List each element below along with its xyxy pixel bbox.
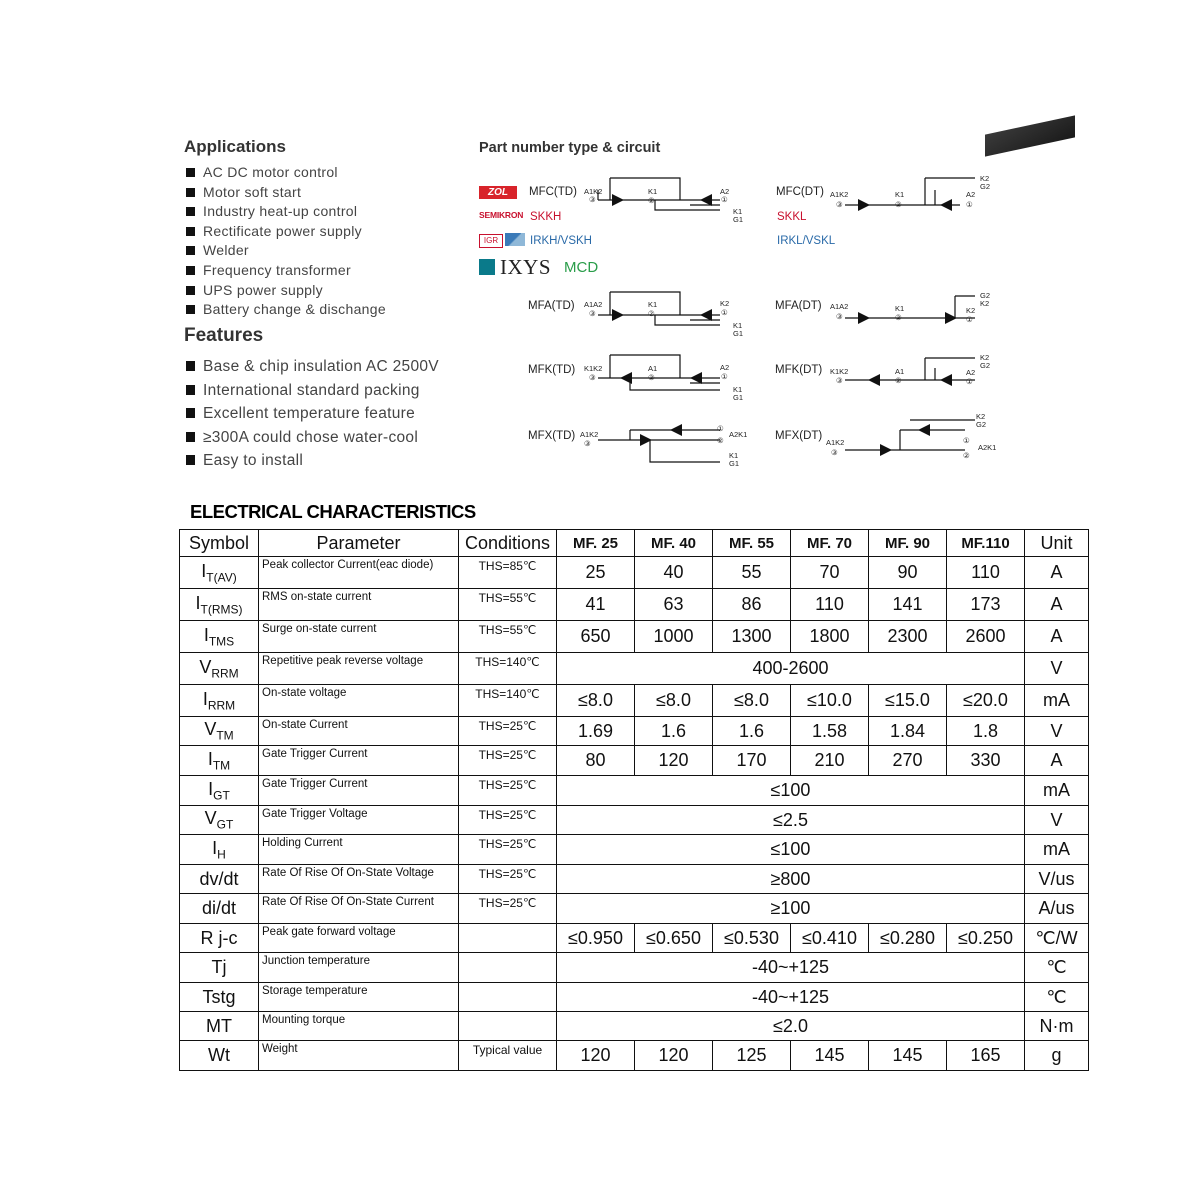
header-unit: Unit bbox=[1025, 530, 1089, 557]
pin-a2k1: A2K1 bbox=[978, 443, 997, 452]
unit-cell: A bbox=[1025, 589, 1089, 621]
conditions-cell: THS=25℃ bbox=[459, 806, 557, 835]
pin-2: ② bbox=[895, 200, 902, 209]
circuit-irkh: IRKH/VSKH bbox=[530, 235, 592, 247]
value-cell: ≤0.650 bbox=[635, 924, 713, 953]
circuit-mfk-dt: MFK(DT) bbox=[775, 364, 823, 376]
value-cell: 210 bbox=[791, 746, 869, 776]
conditions-cell: THS=140℃ bbox=[459, 653, 557, 685]
symbol-cell bbox=[180, 776, 259, 806]
value-span-cell: ≤100 bbox=[557, 835, 1025, 865]
pin-k1: K1 bbox=[733, 321, 743, 330]
pin-k1: K1 bbox=[648, 300, 658, 309]
header-mf70: MF. 70 bbox=[791, 530, 869, 557]
table-row bbox=[180, 653, 1089, 685]
symbol-text: I bbox=[195, 592, 201, 613]
circuit-mfk-td: MFK(TD) bbox=[528, 364, 576, 376]
application-text: Rectificate power supply bbox=[203, 222, 362, 239]
unit-cell: ℃ bbox=[1025, 953, 1089, 983]
pin-3: ③ bbox=[836, 200, 843, 209]
parameter-cell: On-state Current bbox=[259, 717, 459, 746]
symbol-cell bbox=[180, 557, 259, 589]
symbol-text: I bbox=[202, 688, 208, 709]
pin-k2: K2 bbox=[966, 306, 976, 315]
value-cell: 2300 bbox=[869, 621, 947, 653]
symbol-text: MT bbox=[206, 1015, 232, 1036]
pin-g1: G1 bbox=[729, 459, 740, 468]
pin-k2: K2 bbox=[976, 412, 986, 421]
header-mf110: MF.110 bbox=[947, 530, 1025, 557]
value-cell: 80 bbox=[557, 746, 635, 776]
symbol-cell bbox=[180, 835, 259, 865]
symbol-cell bbox=[180, 685, 259, 717]
circuit-mfa-dt: MFA(DT) bbox=[775, 300, 822, 312]
pin-k1: K1 bbox=[895, 304, 905, 313]
circuit-irkl: IRKL/VSKL bbox=[777, 235, 836, 247]
circuit-skkl: SKKL bbox=[777, 211, 807, 223]
pin-a1: A1 bbox=[895, 367, 905, 376]
value-cell: 141 bbox=[869, 589, 947, 621]
conditions-cell bbox=[459, 1012, 557, 1041]
application-text: UPS power supply bbox=[203, 281, 323, 298]
pin-2: ② bbox=[963, 451, 970, 460]
parameter-cell: Surge on-state current bbox=[259, 621, 459, 653]
value-cell: 1.58 bbox=[791, 717, 869, 746]
pin-1: ① bbox=[721, 195, 728, 204]
table-row bbox=[180, 589, 1089, 621]
table-row bbox=[180, 685, 1089, 717]
pin-k1: K1 bbox=[729, 451, 739, 460]
feature-text: Excellent temperature feature bbox=[203, 405, 416, 422]
circuit-skkh: SKKH bbox=[530, 211, 562, 223]
value-cell: ≤20.0 bbox=[947, 685, 1025, 717]
symbol-cell bbox=[180, 865, 259, 894]
symbol-cell bbox=[180, 953, 259, 983]
value-span-cell: ≥800 bbox=[557, 865, 1025, 894]
feature-text: Easy to install bbox=[203, 452, 304, 469]
symbol-cell bbox=[180, 653, 259, 685]
circuit-schematics bbox=[0, 0, 1200, 480]
value-span-cell: 400-2600 bbox=[557, 653, 1025, 685]
pin-3: ③ bbox=[589, 309, 596, 318]
pin-a1k2: A1K2 bbox=[830, 190, 849, 199]
value-cell: 270 bbox=[869, 746, 947, 776]
unit-cell: V bbox=[1025, 653, 1089, 685]
value-cell: 90 bbox=[869, 557, 947, 589]
table-row bbox=[180, 1012, 1089, 1041]
pin-k2: K2 bbox=[980, 174, 990, 183]
conditions-cell: THS=25℃ bbox=[459, 776, 557, 806]
value-span-cell: ≤2.0 bbox=[557, 1012, 1025, 1041]
value-cell: 110 bbox=[791, 589, 869, 621]
value-cell: 1000 bbox=[635, 621, 713, 653]
symbol-cell bbox=[180, 1041, 259, 1071]
parameter-cell: Repetitive peak reverse voltage bbox=[259, 653, 459, 685]
pin-1: ① bbox=[966, 200, 973, 209]
pin-k1: K1 bbox=[648, 187, 658, 196]
conditions-cell: THS=25℃ bbox=[459, 865, 557, 894]
pin-2: ② bbox=[717, 436, 724, 445]
symbol-text: V bbox=[204, 719, 217, 740]
unit-cell: ℃/W bbox=[1025, 924, 1089, 953]
header-mf25: MF. 25 bbox=[557, 530, 635, 557]
symbol-text: Tj bbox=[211, 957, 227, 977]
value-cell: 110 bbox=[947, 557, 1025, 589]
value-cell: ≤0.250 bbox=[947, 924, 1025, 953]
value-cell: 1.69 bbox=[557, 717, 635, 746]
value-cell: 1800 bbox=[791, 621, 869, 653]
unit-cell: V/us bbox=[1025, 865, 1089, 894]
value-cell: 1.84 bbox=[869, 717, 947, 746]
conditions-cell: THS=55℃ bbox=[459, 621, 557, 653]
value-span-cell: ≤100 bbox=[557, 776, 1025, 806]
table-row bbox=[180, 924, 1089, 953]
value-cell: 63 bbox=[635, 589, 713, 621]
pin-g1: G1 bbox=[733, 393, 744, 402]
conditions-cell bbox=[459, 953, 557, 983]
header-conditions: Conditions bbox=[459, 530, 557, 557]
pin-k1: K1 bbox=[895, 190, 905, 199]
value-cell: 120 bbox=[635, 1041, 713, 1071]
unit-cell: A bbox=[1025, 746, 1089, 776]
header-symbol: Symbol bbox=[180, 530, 259, 557]
value-cell: 55 bbox=[713, 557, 791, 589]
parameter-cell: On-state voltage bbox=[259, 685, 459, 717]
pin-g2: G2 bbox=[976, 420, 987, 429]
parameter-cell: Weight bbox=[259, 1041, 459, 1071]
pin-1: ① bbox=[963, 436, 970, 445]
pin-k1k2: K1K2 bbox=[830, 367, 849, 376]
pin-k2: K2 bbox=[980, 299, 990, 308]
electrical-characteristics-title: ELECTRICAL CHARACTERISTICS bbox=[190, 501, 476, 522]
pin-g1: G1 bbox=[733, 329, 744, 338]
pin-a2: A2 bbox=[966, 190, 976, 199]
symbol-text: I bbox=[203, 624, 209, 645]
symbol-subscript: GT bbox=[216, 817, 234, 832]
parameter-cell: Rate Of Rise Of On-State Voltage bbox=[259, 865, 459, 894]
zol-logo: ZOL bbox=[479, 186, 517, 199]
circuit-mfa-td: MFA(TD) bbox=[528, 300, 575, 312]
parameter-cell: Mounting torque bbox=[259, 1012, 459, 1041]
pin-2: ② bbox=[648, 373, 655, 382]
header-mf55: MF. 55 bbox=[713, 530, 791, 557]
value-cell: ≤0.530 bbox=[713, 924, 791, 953]
pin-2: ② bbox=[895, 313, 902, 322]
application-text: Frequency transformer bbox=[203, 261, 351, 278]
pin-a2: A2 bbox=[720, 363, 730, 372]
parameter-cell: Peak gate forward voltage bbox=[259, 924, 459, 953]
circuit-mfc-dt: MFC(DT) bbox=[776, 186, 824, 198]
conditions-cell: THS=25℃ bbox=[459, 717, 557, 746]
header-mf90: MF. 90 bbox=[869, 530, 947, 557]
pin-k1: K1 bbox=[733, 207, 743, 216]
symbol-text: dv/dt bbox=[199, 868, 239, 889]
unit-cell: g bbox=[1025, 1041, 1089, 1071]
unit-cell: ℃ bbox=[1025, 983, 1089, 1012]
parameter-cell: Junction temperature bbox=[259, 953, 459, 983]
symbol-text: I bbox=[208, 778, 214, 799]
igr-logo: IGR bbox=[479, 234, 503, 248]
value-cell: 145 bbox=[869, 1041, 947, 1071]
pin-a2: A2 bbox=[720, 187, 730, 196]
table-row bbox=[180, 983, 1089, 1012]
symbol-text: I bbox=[207, 748, 213, 769]
value-cell: 40 bbox=[635, 557, 713, 589]
application-text: Battery change & dischange bbox=[203, 301, 386, 318]
parameter-cell: Gate Trigger Current bbox=[259, 746, 459, 776]
symbol-subscript: GT bbox=[213, 788, 230, 803]
pin-k1k2: K1K2 bbox=[584, 364, 603, 373]
unit-cell: V bbox=[1025, 717, 1089, 746]
mcd-logo: MCD bbox=[564, 259, 599, 276]
header-parameter: Parameter bbox=[259, 530, 459, 557]
symbol-subscript: H bbox=[217, 847, 226, 862]
pin-3: ③ bbox=[589, 373, 596, 382]
pin-a1k2: A1K2 bbox=[580, 430, 599, 439]
symbol-cell bbox=[180, 894, 259, 924]
unit-cell: A bbox=[1025, 621, 1089, 653]
conditions-cell: THS=55℃ bbox=[459, 589, 557, 621]
symbol-subscript: RRM bbox=[211, 666, 239, 681]
pin-a2k1: A2K1 bbox=[729, 430, 748, 439]
symbol-text: Wt bbox=[208, 1045, 230, 1065]
table-row bbox=[180, 835, 1089, 865]
value-span-cell: -40~+125 bbox=[557, 953, 1025, 983]
unit-cell: mA bbox=[1025, 835, 1089, 865]
symbol-cell bbox=[180, 924, 259, 953]
table-row bbox=[180, 621, 1089, 653]
pin-a1a2: A1A2 bbox=[830, 302, 849, 311]
value-cell: 41 bbox=[557, 589, 635, 621]
pin-2: ② bbox=[648, 196, 655, 205]
conditions-cell: THS=25℃ bbox=[459, 746, 557, 776]
symbol-text: Tstg bbox=[202, 986, 236, 1007]
value-cell: 330 bbox=[947, 746, 1025, 776]
value-span-cell: ≥100 bbox=[557, 894, 1025, 924]
application-text: Welder bbox=[203, 242, 249, 259]
unit-cell: A/us bbox=[1025, 894, 1089, 924]
features-title: Features bbox=[184, 325, 264, 346]
application-text: AC DC motor control bbox=[203, 164, 338, 180]
pin-g2: G2 bbox=[980, 291, 991, 300]
electrical-characteristics-table bbox=[179, 529, 1089, 1071]
table-row bbox=[180, 806, 1089, 835]
table-row bbox=[180, 1041, 1089, 1071]
pin-1: ① bbox=[966, 315, 973, 324]
feature-text: International standard packing bbox=[203, 381, 420, 399]
table-row bbox=[180, 776, 1089, 806]
value-cell: ≤15.0 bbox=[869, 685, 947, 717]
pin-k1: K1 bbox=[733, 385, 743, 394]
value-cell: 1.6 bbox=[635, 717, 713, 746]
pin-g2: G2 bbox=[980, 361, 991, 370]
symbol-text: R j-c bbox=[200, 927, 238, 948]
parameter-cell: Gate Trigger Voltage bbox=[259, 806, 459, 835]
header-mf40: MF. 40 bbox=[635, 530, 713, 557]
conditions-cell: THS=140℃ bbox=[459, 685, 557, 717]
value-cell: 650 bbox=[557, 621, 635, 653]
value-cell: 1.8 bbox=[947, 717, 1025, 746]
symbol-cell bbox=[180, 983, 259, 1012]
pin-3: ③ bbox=[836, 312, 843, 321]
semikron-logo: SEMIKRON bbox=[479, 210, 524, 220]
symbol-cell bbox=[180, 589, 259, 621]
conditions-cell: THS=85℃ bbox=[459, 557, 557, 589]
symbol-subscript: RRM bbox=[207, 698, 236, 713]
conditions-cell: Typical value bbox=[459, 1041, 557, 1071]
value-cell: 173 bbox=[947, 589, 1025, 621]
value-cell: 86 bbox=[713, 589, 791, 621]
pin-1: ① bbox=[717, 424, 724, 433]
parameter-cell: Rate Of Rise Of On-State Current bbox=[259, 894, 459, 924]
unit-cell: mA bbox=[1025, 685, 1089, 717]
value-cell: 2600 bbox=[947, 621, 1025, 653]
applications-title: Applications bbox=[184, 137, 287, 156]
symbol-subscript: TM bbox=[212, 758, 231, 773]
conditions-cell: THS=25℃ bbox=[459, 835, 557, 865]
parameter-cell: RMS on-state current bbox=[259, 589, 459, 621]
parameter-cell: Storage temperature bbox=[259, 983, 459, 1012]
value-cell: ≤8.0 bbox=[713, 685, 791, 717]
circuit-mfx-dt: MFX(DT) bbox=[775, 430, 823, 442]
table-row bbox=[180, 557, 1089, 589]
pin-a1k2: A1K2 bbox=[826, 438, 845, 447]
value-cell: 25 bbox=[557, 557, 635, 589]
symbol-cell bbox=[180, 806, 259, 835]
value-cell: 120 bbox=[635, 746, 713, 776]
pin-a1a2: A1A2 bbox=[584, 300, 603, 309]
value-cell: ≤0.410 bbox=[791, 924, 869, 953]
value-cell: 145 bbox=[791, 1041, 869, 1071]
unit-cell: N·m bbox=[1025, 1012, 1089, 1041]
symbol-text: I bbox=[201, 560, 207, 581]
part-number-title: Part number type & circuit bbox=[479, 140, 661, 156]
symbol-text: I bbox=[212, 837, 218, 858]
value-cell: ≤10.0 bbox=[791, 685, 869, 717]
pin-3: ③ bbox=[831, 448, 838, 457]
conditions-cell bbox=[459, 983, 557, 1012]
symbol-subscript: T(AV) bbox=[206, 570, 237, 585]
value-cell: ≤8.0 bbox=[557, 685, 635, 717]
table-row bbox=[180, 953, 1089, 983]
pin-3: ③ bbox=[589, 195, 596, 204]
pin-3: ③ bbox=[836, 376, 843, 385]
symbol-subscript: T(RMS) bbox=[200, 602, 243, 617]
parameter-cell: Holding Current bbox=[259, 835, 459, 865]
value-cell: 170 bbox=[713, 746, 791, 776]
parameter-cell: Peak collector Current(eac diode) bbox=[259, 557, 459, 589]
table-row bbox=[180, 746, 1089, 776]
pin-1: ① bbox=[966, 377, 973, 386]
value-cell: 1300 bbox=[713, 621, 791, 653]
symbol-subscript: TM bbox=[216, 728, 234, 743]
pin-a2: A2 bbox=[966, 368, 976, 377]
pin-1: ① bbox=[721, 308, 728, 317]
pin-2: ② bbox=[895, 376, 902, 385]
pin-k2: K2 bbox=[720, 299, 730, 308]
symbol-subscript: TMS bbox=[208, 634, 235, 649]
parameter-cell: Gate Trigger Current bbox=[259, 776, 459, 806]
value-cell: ≤0.280 bbox=[869, 924, 947, 953]
pin-1: ① bbox=[721, 372, 728, 381]
value-cell: 125 bbox=[713, 1041, 791, 1071]
unit-cell: V bbox=[1025, 806, 1089, 835]
conditions-cell: THS=25℃ bbox=[459, 894, 557, 924]
value-cell: 120 bbox=[557, 1041, 635, 1071]
pin-3: ③ bbox=[584, 439, 591, 448]
pin-a1: A1 bbox=[648, 364, 658, 373]
conditions-cell bbox=[459, 924, 557, 953]
symbol-text: V bbox=[199, 656, 212, 677]
unit-cell: A bbox=[1025, 557, 1089, 589]
table-row bbox=[180, 894, 1089, 924]
value-cell: ≤8.0 bbox=[635, 685, 713, 717]
unit-cell: mA bbox=[1025, 776, 1089, 806]
circuit-mfc-td: MFC(TD) bbox=[529, 186, 577, 198]
application-text: Industry heat-up control bbox=[203, 203, 358, 220]
symbol-text: V bbox=[204, 808, 217, 829]
circuit-mfx-td: MFX(TD) bbox=[528, 430, 576, 442]
pin-g2: G2 bbox=[980, 182, 991, 191]
value-cell: 165 bbox=[947, 1041, 1025, 1071]
value-cell: 1.6 bbox=[713, 717, 791, 746]
table-row bbox=[180, 865, 1089, 894]
application-text: Motor soft start bbox=[203, 183, 302, 200]
pin-k2: K2 bbox=[980, 353, 990, 362]
value-cell: ≤0.950 bbox=[557, 924, 635, 953]
symbol-cell bbox=[180, 621, 259, 653]
table-header-row bbox=[180, 530, 1089, 557]
symbol-cell bbox=[180, 717, 259, 746]
symbol-cell bbox=[180, 1012, 259, 1041]
ixys-logo: IXYS bbox=[500, 255, 552, 279]
feature-text: ≥300A could chose water-cool bbox=[203, 428, 419, 446]
symbol-cell bbox=[180, 746, 259, 776]
value-span-cell: ≤2.5 bbox=[557, 806, 1025, 835]
feature-text: Base & chip insulation AC 2500V bbox=[203, 358, 439, 375]
pin-g1: G1 bbox=[733, 215, 744, 224]
pin-a1k2: A1K2 bbox=[584, 187, 603, 196]
pin-2: ② bbox=[648, 309, 655, 318]
value-span-cell: -40~+125 bbox=[557, 983, 1025, 1012]
symbol-text: di/dt bbox=[201, 898, 237, 918]
table-row bbox=[180, 717, 1089, 746]
value-cell: 70 bbox=[791, 557, 869, 589]
